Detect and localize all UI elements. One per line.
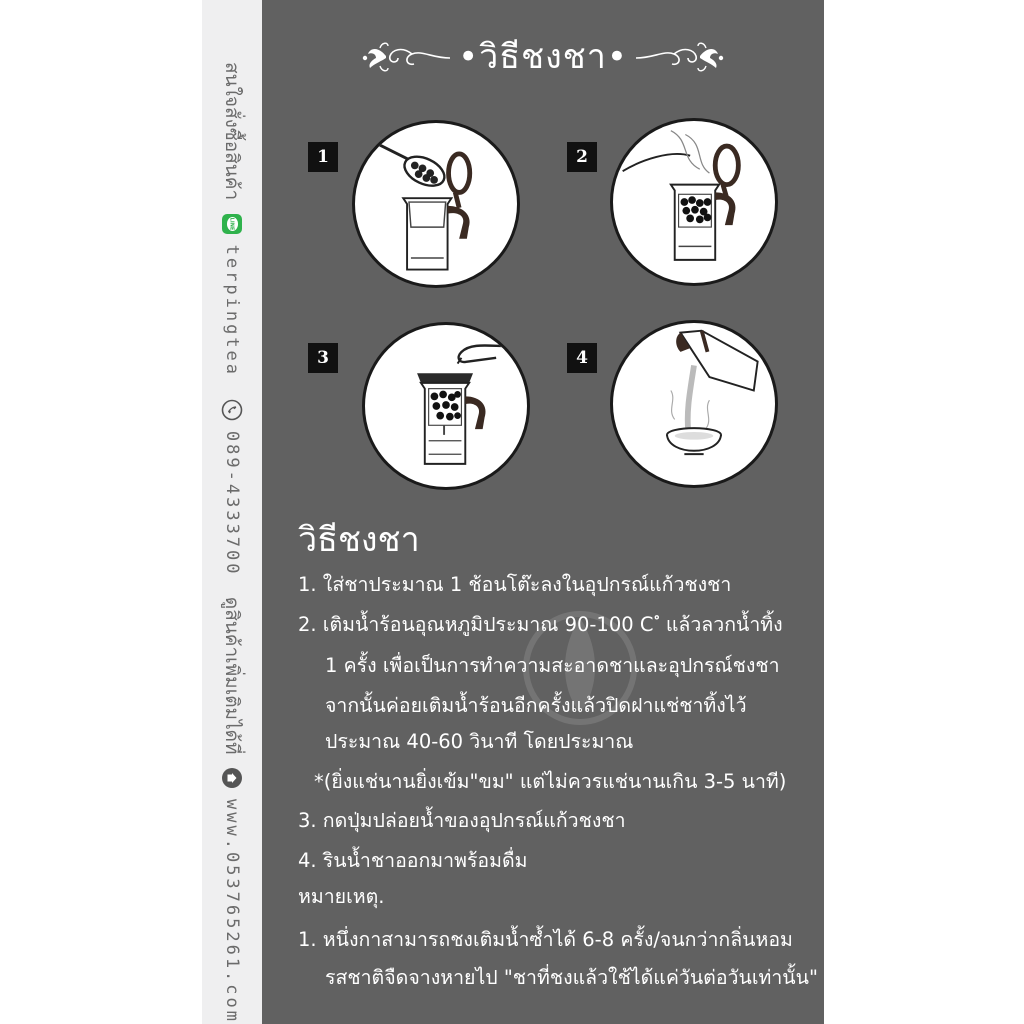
contact-strip-content <box>202 0 262 1024</box>
flourish-left-icon <box>362 36 452 76</box>
instructions-title: วิธีชงชา <box>298 520 420 560</box>
header-title-row <box>262 30 824 82</box>
step-3-badge: 3 <box>308 343 338 373</box>
phone-number[interactable]: 089-4333700 <box>222 430 242 577</box>
order-label: สนใจสั่งซื้อสินค้า <box>221 62 243 201</box>
website-url[interactable]: www.053765261.com <box>222 799 242 1024</box>
instruction-line: 4. รินน้ำชาออกมาพร้อมดื่ม <box>298 849 528 872</box>
line-id[interactable]: terpingtea <box>222 244 242 378</box>
step-3-press-release-button-icon <box>362 322 530 490</box>
instruction-panel <box>262 0 824 1024</box>
instruction-line: จากนั้นค่อยเติมน้ำร้อนอีกครั้งแล้วปิดฝาแช่ชาทิ้งไว้ <box>325 694 747 717</box>
website-icon <box>221 767 243 789</box>
step-2-badge: 2 <box>567 142 597 172</box>
flourish-right-icon <box>634 36 724 76</box>
instruction-line: 1. ใส่ชาประมาณ 1 ช้อนโต๊ะลงในอุปกรณ์แก้วชงชา <box>298 573 732 596</box>
remark-line: 1. หนึ่งกาสามารถชงเติมน้ำซ้ำได้ 6-8 ครั้ง/จนกว่ากลิ่นหอม <box>298 928 793 951</box>
instruction-line: 3. กดปุ่มปล่อยน้ำของอุปกรณ์แก้วชงชา <box>298 809 626 832</box>
step-1-spoon-tea-into-pot-icon <box>352 120 520 288</box>
instruction-line: 2. เติมน้ำร้อนอุณหภูมิประมาณ 90-100 C ํ แล้วลวกน้ำทิ้ง <box>298 613 783 636</box>
line-icon <box>221 213 243 235</box>
line-icon-text: LINE <box>228 217 235 230</box>
remark-line: รสชาติจืดจางหายไป "ชาที่ชงแล้วใช้ได้แค่วันต่อวันเท่านั้น" <box>325 966 818 989</box>
step-1-badge: 1 <box>308 142 338 172</box>
remark-heading: หมายเหตุ. <box>298 885 385 908</box>
more-label: ดูสินค้าเพิ่มเติมได้ที่ <box>221 596 243 755</box>
instruction-line: ประมาณ 40-60 วินาที โดยประมาณ <box>325 730 634 753</box>
page-title: •วิธีชงชา• <box>458 37 628 77</box>
contact-strip <box>202 0 262 1024</box>
instruction-note: *(ยิ่งแช่นานยิ่งเข้ม"ขม" แต่ไม่ควรแช่นานเกิน 3-5 นาที) <box>314 770 787 793</box>
step-4-pour-tea-cup-icon <box>610 320 778 488</box>
step-2-pour-hot-water-icon <box>610 118 778 286</box>
instruction-line: 1 ครั้ง เพื่อเป็นการทำความสะอาดชาและอุปกรณ์ชงชา <box>325 654 780 677</box>
step-4-badge: 4 <box>567 343 597 373</box>
phone-icon <box>221 399 243 421</box>
